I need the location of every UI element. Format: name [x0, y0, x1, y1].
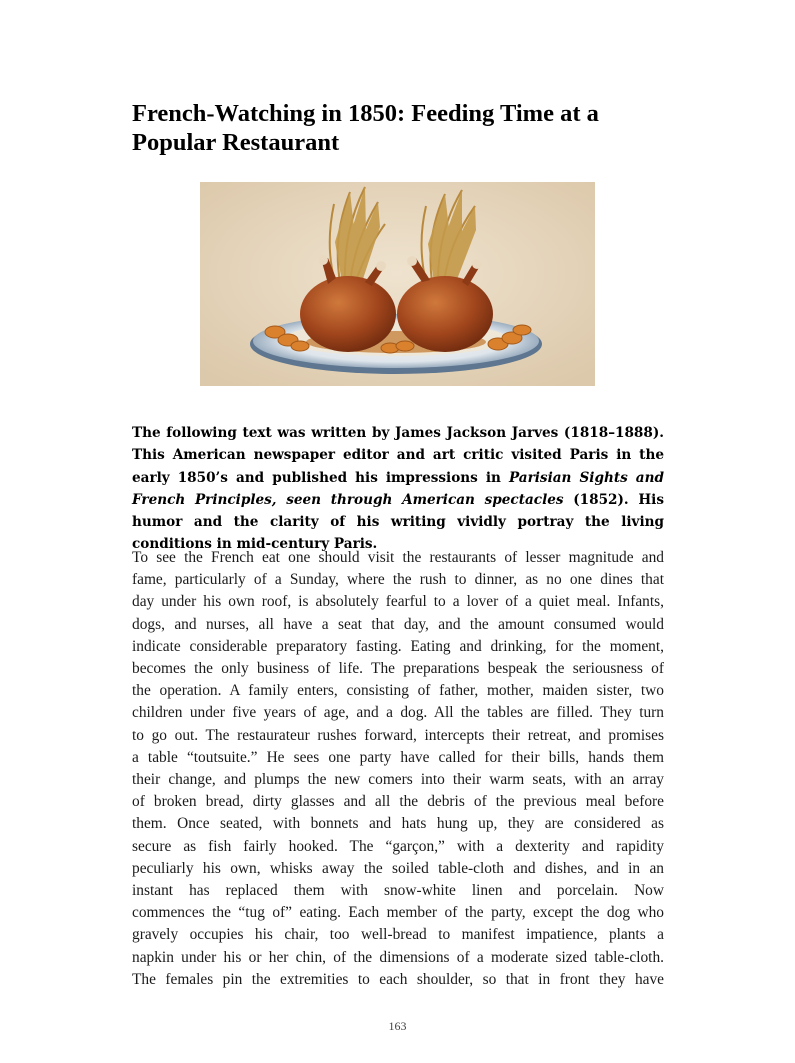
body-line: commences the “tug of” eating. Each member of the party, except the dog who [132, 904, 664, 922]
body-line: to go out. The restaurateur rushes forward, intercepts their retreat, and promises [132, 726, 664, 744]
body-line: To see the French eat one should visit the restaurants of lesser magnitude and [132, 549, 664, 566]
body-line: secure as fish fairly hooked. The “garçon,” with a dexterity and rapidity [132, 837, 664, 855]
body-line: their change, and plumps the new comers into their warm seats, with an array [132, 771, 664, 789]
body-line: peculiarly his own, whisks away the soiled table-cloth and dishes, and in an [132, 859, 664, 877]
body-line: children under five years of age, and a dog. All the tables are filled. They turn [132, 704, 664, 722]
book-title: Parisian Sights and French Principles, seen through American spectacles [132, 469, 665, 508]
body-line: becomes the only business of life. The preparations bespeak the seriousness of [132, 660, 664, 678]
body-line: the operation. A family enters, consisting of father, mother, maiden sister, two [132, 682, 664, 700]
intro-text-part1: The following text was written by James Jackson Jarves (1818–1888). This American newspaper editor and art critic visited Paris in the early 1850’s and published his impressions in [132, 425, 664, 486]
page-number: 163 [388, 1019, 407, 1033]
illustration-figure [200, 182, 595, 386]
roast-birds-illustration-icon [200, 182, 595, 386]
body-paragraph [132, 547, 664, 991]
body-line: The females pin the extremities to each shoulder, so that in front they have [132, 970, 664, 988]
introduction-paragraph [132, 422, 664, 556]
page-title: French-Watching in 1850: Feeding Time at a Popular Restaurant [132, 100, 599, 156]
body-line: instant has replaced them with snow-white linen and porcelain. Now [132, 882, 664, 900]
body-line: fame, particularly of a Sunday, where the rush to dinner, as no one dines that [132, 571, 664, 589]
intro-text-part2: (1852). His humor and the clarity of his writing vividly portray the living conditions in mid-century Paris. [132, 491, 665, 553]
body-line: napkin under his or her chin, of the dimensions of a moderate sized table-cloth. [132, 948, 664, 966]
body-line: day under his own roof, is absolutely fearful to a lover of a quiet meal. Infants, [132, 593, 664, 611]
body-line: of broken bread, dirty glasses and all the debris of the previous meal before [132, 793, 664, 811]
body-line: them. Once seated, with bonnets and hats hung up, they are considered as [132, 815, 664, 833]
body-line: gravely occupies his chair, too well-bread to manifest impatience, plants a [132, 926, 664, 944]
body-line: a table “toutsuite.” He sees one party have called for their bills, hands them [132, 748, 664, 766]
body-line: indicate considerable preparatory fasting. Eating and drinking, for the moment, [132, 637, 664, 655]
body-line: dogs, and nurses, all have a seat that day, and the amount consumed would [132, 615, 664, 633]
